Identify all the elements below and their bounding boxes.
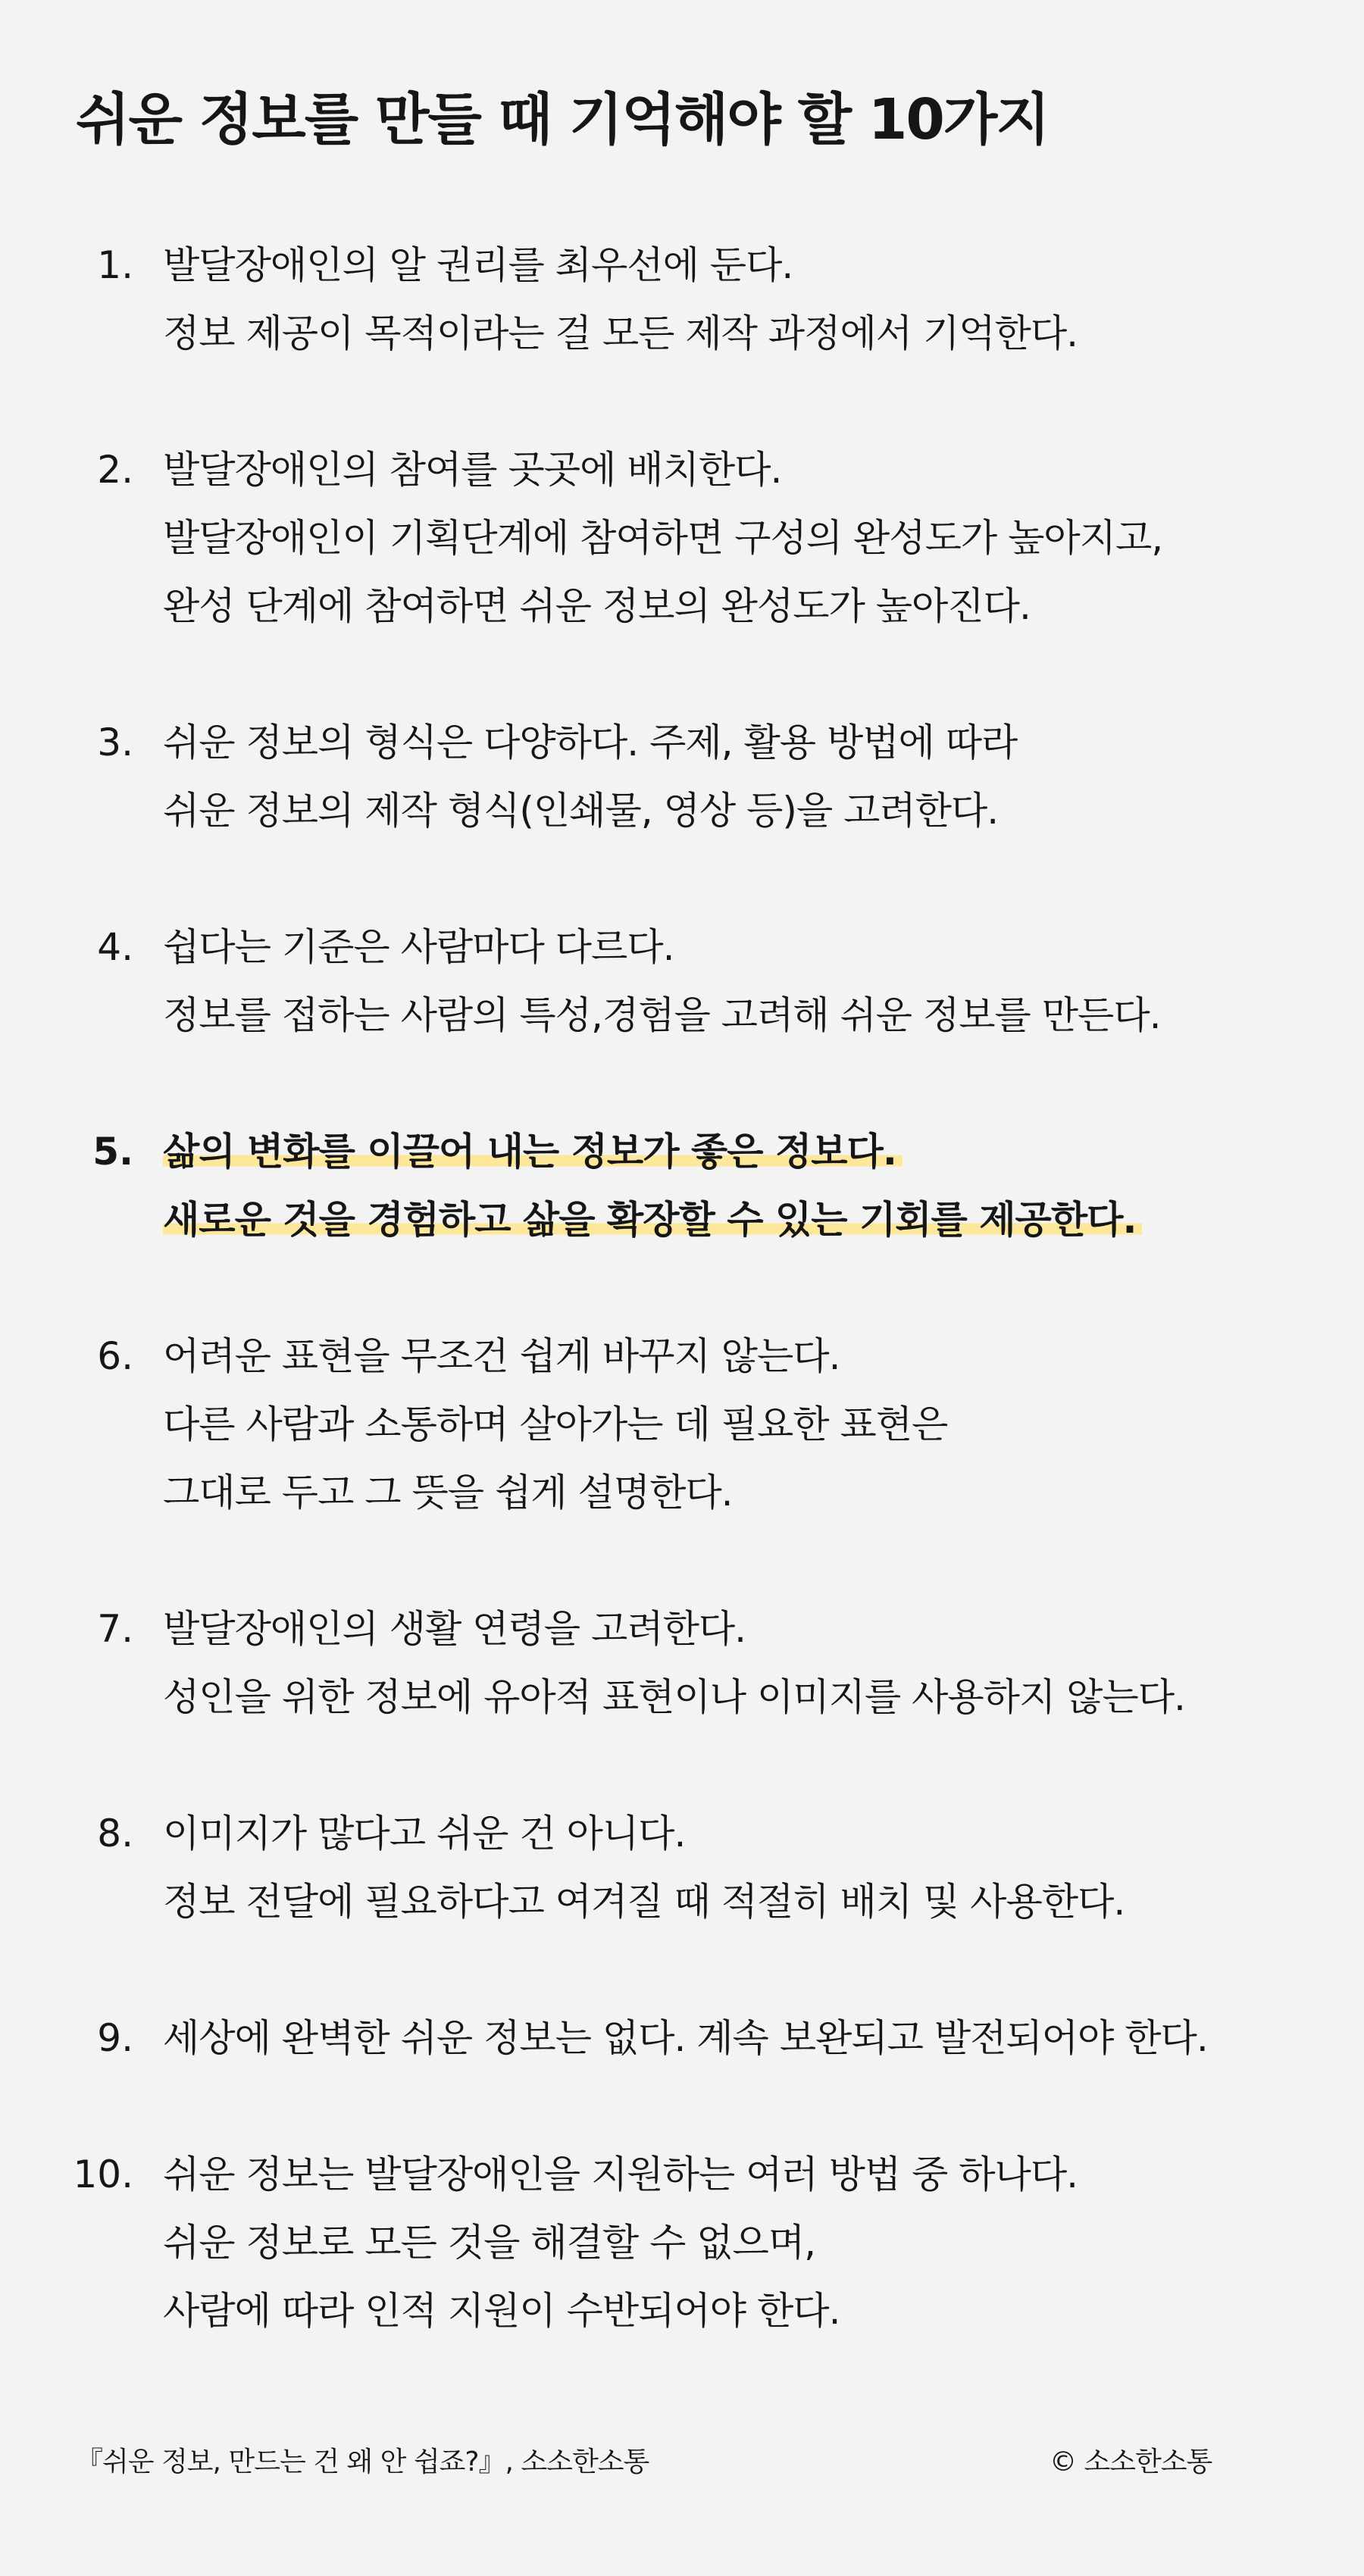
item-number: 10. [73,2152,133,2196]
item-text [163,1118,1142,1254]
item-line: 쉬운 정보의 형식은 다양하다. 주제, 활용 방법에 따라 [163,721,1018,764]
item-text [163,1322,947,1527]
source-citation: 『쉬운 정보, 만드는 건 왜 안 쉽죠?』, 소소한소통 [76,2446,649,2478]
highlighted-text: 새로운 것을 경험하고 삶을 확장할 수 있는 기회를 제공한다. [163,1198,1142,1242]
item-text [163,2004,1208,2072]
item-line: 완성 단계에 참여하면 쉬운 정보의 완성도가 높아진다. [163,584,1031,628]
item-line: 이미지가 많다고 쉬운 건 아니다. [163,1812,686,1855]
item-text [163,913,1161,1049]
item-line: 쉬운 정보의 제작 형식(인쇄물, 영상 등)을 고려한다. [163,789,999,833]
copyright-notice: © 소소한소통 [1050,2446,1212,2478]
item-line: 발달장애인의 알 권리를 최우선에 둔다. [163,243,793,287]
item-line: 정보 전달에 필요하다고 여겨질 때 적절히 배치 및 사용한다. [163,1880,1125,1924]
item-number: 1. [97,243,133,287]
item-line: 쉽다는 기준은 사람마다 다르다. [163,925,674,969]
item-line: 쉬운 정보로 모든 것을 해결할 수 없으며, [163,2221,816,2265]
item-number: 9. [97,2016,133,2060]
item-line: 쉬운 정보는 발달장애인을 지원하는 여러 방법 중 하나다. [163,2152,1078,2196]
item-number: 8. [97,1812,133,1855]
item-line: 다른 사람과 소통하며 살아가는 데 필요한 표현은 [163,1402,948,1446]
item-number: 2. [97,448,133,492]
item-number: 7. [97,1607,133,1651]
item-line: 사람에 따라 인적 지원이 수반되어야 한다. [163,2289,840,2333]
item-line: 어려운 표현을 무조건 쉽게 바꾸지 않는다. [163,1334,840,1378]
page-title: 쉬운 정보를 만들 때 기억해야 할 10가지 [76,87,1049,152]
item-text [163,708,1017,845]
item-text [163,2140,1078,2345]
item-line: 성인을 위한 정보에 유아적 표현이나 이미지를 사용하지 않는다. [163,1675,1185,1719]
item-line [163,1186,1142,1254]
item-line: 발달장애인의 생활 연령을 고려한다. [163,1607,746,1651]
item-number: 4. [97,925,133,969]
item-number: 6. [97,1334,133,1378]
item-line: 정보 제공이 목적이라는 걸 모든 제작 과정에서 기억한다. [163,311,1078,355]
item-line: 발달장애인이 기획단계에 참여하면 구성의 완성도가 높아지고, [163,516,1163,560]
item-text [163,231,1078,367]
item-line: 정보를 접하는 사람의 특성,경험을 고려해 쉬운 정보를 만든다. [163,993,1161,1037]
item-line: 세상에 완벽한 쉬운 정보는 없다. 계속 보완되고 발전되어야 한다. [163,2016,1208,2060]
item-number: 3. [97,721,133,764]
item-text [163,436,1162,640]
item-line: 그대로 두고 그 뜻을 쉽게 설명한다. [163,1471,733,1515]
highlighted-text: 삶의 변화를 이끌어 내는 정보가 좋은 정보다. [163,1130,903,1174]
item-text [163,1595,1185,1731]
item-number: 5. [92,1130,133,1174]
item-line: 발달장애인의 참여를 곳곳에 배치한다. [163,448,782,492]
item-line [163,1118,1142,1186]
item-text [163,1799,1125,1936]
